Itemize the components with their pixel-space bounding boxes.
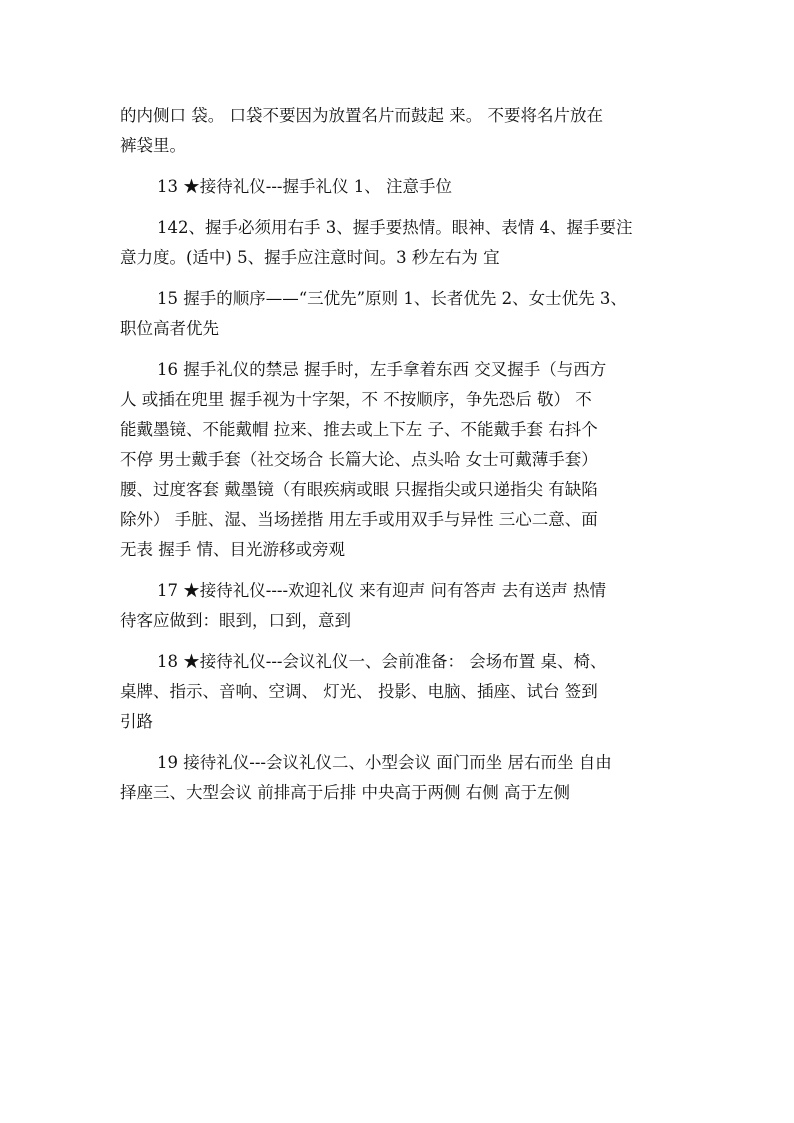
text-line: 桌牌、指示、音响、空调、 灯光、 投影、电脑、插座、试台 签到 (120, 682, 598, 701)
text-line: 引路 (120, 712, 153, 731)
paragraph-19-meeting-seating (120, 748, 680, 808)
text-line: 腰、过度客套 戴墨镜（有眼疾病或眼 只握指尖或只递指尖 有缺陷 (120, 480, 598, 499)
document-body (120, 101, 680, 819)
text-line: 意力度。(适中) 5、握手应注意时间。3 秒左右为 宜 (120, 248, 500, 267)
text-line: 16 握手礼仪的禁忌 握手时，左手拿着东西 交叉握手（与西方 (157, 360, 607, 379)
text-line: 13 ★接待礼仪---握手礼仪 1、 注意手位 (157, 177, 452, 196)
paragraph-18-meeting-preparation (120, 647, 680, 737)
text-line: 142、握手必须用右手 3、握手要热情。眼神、表情 4、握手要注 (157, 218, 633, 237)
text-line: 的内侧口 袋。 口袋不要因为放置名片而鼓起 来。 不要将名片放在 (120, 106, 603, 125)
text-line: 能戴墨镜、不能戴帽 拉来、推去或上下左 子、不能戴手套 右抖个 (120, 420, 598, 439)
paragraph-13-handshake-position (120, 172, 680, 202)
paragraph-14-handshake-rules (120, 213, 680, 273)
paragraph-15-handshake-order (120, 284, 680, 344)
text-line: 除外） 手脏、湿、当场搓揩 用左手或用双手与异性 三心二意、面 (120, 510, 598, 529)
paragraph-business-card-pocket (120, 101, 680, 161)
text-line: 职位高者优先 (120, 319, 219, 338)
text-line: 不停 男士戴手套（社交场合 长篇大论、点头哈 女士可戴薄手套） (120, 450, 598, 469)
text-line: 17 ★接待礼仪----欢迎礼仪 来有迎声 问有答声 去有送声 热情 (157, 581, 607, 600)
text-line: 裤袋里。 (120, 136, 186, 155)
text-line: 无表 握手 情、目光游移或旁观 (120, 540, 345, 559)
text-line: 择座三、大型会议 前排高于后排 中央高于两侧 右侧 高于左侧 (120, 783, 570, 802)
text-line: 人 或插在兜里 握手视为十字架，不 不按顺序，争先恐后 敬） 不 (120, 390, 592, 409)
text-line: 18 ★接待礼仪---会议礼仪一、会前准备： 会场布置 桌、椅、 (157, 652, 607, 671)
text-line: 15 握手的顺序——“三优先”原则 1、长者优先 2、女士优先 3、 (157, 289, 627, 308)
text-line: 19 接待礼仪---会议礼仪二、小型会议 面门而坐 居右而坐 自由 (157, 753, 612, 772)
paragraph-17-welcome-etiquette (120, 576, 680, 636)
paragraph-16-handshake-taboos (120, 355, 680, 565)
text-line: 待客应做到：眼到，口到，意到 (120, 611, 351, 630)
